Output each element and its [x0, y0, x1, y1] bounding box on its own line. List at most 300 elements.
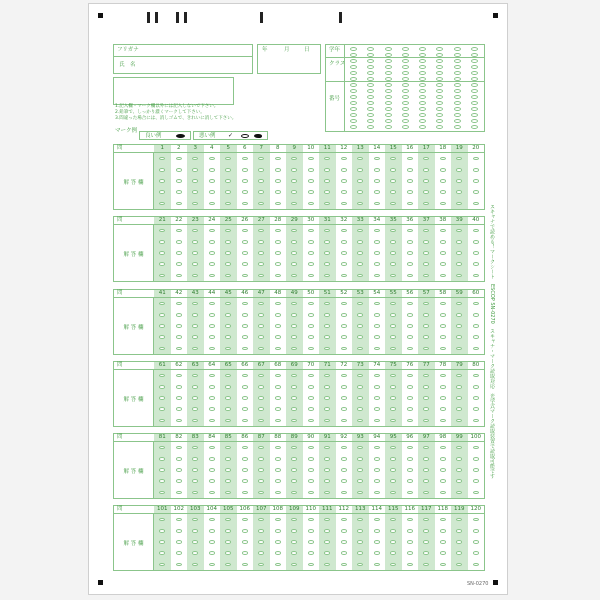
answer-bubble[interactable]	[390, 491, 396, 495]
answer-bubble[interactable]	[324, 374, 330, 378]
id-bubble[interactable]	[350, 125, 357, 129]
id-bubble[interactable]	[402, 65, 409, 69]
answer-bubble[interactable]	[176, 468, 182, 472]
answer-bubble[interactable]	[308, 407, 314, 411]
answer-bubble[interactable]	[308, 302, 314, 306]
answer-bubble[interactable]	[291, 468, 297, 472]
answer-bubble[interactable]	[423, 551, 429, 555]
answer-bubble[interactable]	[242, 491, 248, 495]
answer-bubble[interactable]	[390, 540, 396, 544]
answer-bubble[interactable]	[324, 202, 330, 206]
answer-bubble[interactable]	[357, 374, 363, 378]
answer-bubble[interactable]	[209, 529, 215, 533]
answer-bubble[interactable]	[390, 374, 396, 378]
answer-bubble[interactable]	[192, 446, 198, 450]
answer-bubble[interactable]	[291, 240, 297, 244]
answer-bubble[interactable]	[242, 347, 248, 351]
answer-bubble[interactable]	[242, 419, 248, 423]
id-bubble[interactable]	[454, 125, 461, 129]
answer-bubble[interactable]	[209, 347, 215, 351]
answer-bubble[interactable]	[390, 479, 396, 483]
answer-bubble[interactable]	[423, 274, 429, 278]
id-bubble[interactable]	[367, 65, 374, 69]
answer-bubble[interactable]	[176, 347, 182, 351]
answer-bubble[interactable]	[357, 563, 363, 567]
id-bubble[interactable]	[419, 95, 426, 99]
answer-bubble[interactable]	[390, 179, 396, 183]
answer-bubble[interactable]	[324, 313, 330, 317]
answer-bubble[interactable]	[357, 551, 363, 555]
answer-bubble[interactable]	[291, 179, 297, 183]
answer-bubble[interactable]	[407, 202, 413, 206]
answer-bubble[interactable]	[159, 551, 165, 555]
answer-bubble[interactable]	[242, 457, 248, 461]
answer-bubble[interactable]	[291, 202, 297, 206]
answer-bubble[interactable]	[209, 396, 215, 400]
answer-bubble[interactable]	[291, 540, 297, 544]
answer-bubble[interactable]	[407, 190, 413, 194]
answer-bubble[interactable]	[242, 385, 248, 389]
answer-bubble[interactable]	[440, 419, 446, 423]
answer-bubble[interactable]	[275, 168, 281, 172]
answer-bubble[interactable]	[258, 419, 264, 423]
answer-bubble[interactable]	[473, 168, 479, 172]
answer-bubble[interactable]	[275, 229, 281, 233]
answer-bubble[interactable]	[258, 229, 264, 233]
answer-bubble[interactable]	[192, 274, 198, 278]
answer-bubble[interactable]	[456, 457, 462, 461]
answer-bubble[interactable]	[176, 551, 182, 555]
id-bubble[interactable]	[471, 89, 478, 93]
answer-bubble[interactable]	[390, 551, 396, 555]
answer-bubble[interactable]	[357, 407, 363, 411]
answer-bubble[interactable]	[440, 274, 446, 278]
answer-bubble[interactable]	[209, 491, 215, 495]
answer-bubble[interactable]	[341, 347, 347, 351]
answer-bubble[interactable]	[456, 540, 462, 544]
answer-bubble[interactable]	[324, 251, 330, 255]
answer-bubble[interactable]	[473, 262, 479, 266]
id-bubble[interactable]	[454, 119, 461, 123]
answer-bubble[interactable]	[242, 251, 248, 255]
answer-bubble[interactable]	[225, 529, 231, 533]
answer-bubble[interactable]	[423, 190, 429, 194]
answer-bubble[interactable]	[407, 324, 413, 328]
id-bubble[interactable]	[436, 71, 443, 75]
id-bubble[interactable]	[471, 113, 478, 117]
id-bubble[interactable]	[436, 119, 443, 123]
answer-bubble[interactable]	[275, 491, 281, 495]
answer-bubble[interactable]	[258, 240, 264, 244]
answer-bubble[interactable]	[423, 240, 429, 244]
answer-bubble[interactable]	[374, 179, 380, 183]
answer-bubble[interactable]	[225, 240, 231, 244]
answer-bubble[interactable]	[258, 302, 264, 306]
id-bubble[interactable]	[436, 77, 443, 81]
answer-bubble[interactable]	[159, 518, 165, 522]
answer-bubble[interactable]	[308, 540, 314, 544]
answer-bubble[interactable]	[176, 335, 182, 339]
answer-bubble[interactable]	[275, 374, 281, 378]
answer-bubble[interactable]	[341, 419, 347, 423]
answer-bubble[interactable]	[456, 468, 462, 472]
answer-bubble[interactable]	[456, 179, 462, 183]
answer-bubble[interactable]	[209, 251, 215, 255]
answer-bubble[interactable]	[390, 190, 396, 194]
answer-bubble[interactable]	[209, 190, 215, 194]
answer-bubble[interactable]	[225, 551, 231, 555]
answer-bubble[interactable]	[275, 529, 281, 533]
answer-bubble[interactable]	[308, 335, 314, 339]
answer-bubble[interactable]	[440, 168, 446, 172]
answer-bubble[interactable]	[440, 385, 446, 389]
answer-bubble[interactable]	[440, 529, 446, 533]
id-bubble[interactable]	[385, 107, 392, 111]
answer-bubble[interactable]	[258, 468, 264, 472]
answer-bubble[interactable]	[225, 335, 231, 339]
id-bubble[interactable]	[367, 113, 374, 117]
answer-bubble[interactable]	[390, 518, 396, 522]
answer-bubble[interactable]	[390, 529, 396, 533]
answer-bubble[interactable]	[308, 157, 314, 161]
id-bubble[interactable]	[350, 95, 357, 99]
answer-bubble[interactable]	[176, 274, 182, 278]
answer-bubble[interactable]	[374, 240, 380, 244]
answer-bubble[interactable]	[374, 190, 380, 194]
answer-bubble[interactable]	[423, 335, 429, 339]
answer-bubble[interactable]	[324, 396, 330, 400]
answer-bubble[interactable]	[225, 229, 231, 233]
answer-bubble[interactable]	[390, 446, 396, 450]
id-bubble[interactable]	[402, 101, 409, 105]
answer-bubble[interactable]	[258, 168, 264, 172]
answer-bubble[interactable]	[440, 551, 446, 555]
answer-bubble[interactable]	[192, 168, 198, 172]
answer-bubble[interactable]	[374, 202, 380, 206]
id-bubble[interactable]	[350, 89, 357, 93]
answer-bubble[interactable]	[159, 479, 165, 483]
answer-bubble[interactable]	[423, 157, 429, 161]
answer-bubble[interactable]	[242, 157, 248, 161]
answer-bubble[interactable]	[291, 419, 297, 423]
answer-bubble[interactable]	[308, 179, 314, 183]
answer-bubble[interactable]	[390, 385, 396, 389]
answer-bubble[interactable]	[407, 457, 413, 461]
answer-bubble[interactable]	[275, 157, 281, 161]
answer-bubble[interactable]	[275, 251, 281, 255]
answer-bubble[interactable]	[423, 302, 429, 306]
answer-bubble[interactable]	[258, 335, 264, 339]
answer-bubble[interactable]	[291, 551, 297, 555]
id-bubble[interactable]	[436, 125, 443, 129]
id-bubble[interactable]	[454, 59, 461, 63]
answer-bubble[interactable]	[407, 419, 413, 423]
answer-bubble[interactable]	[324, 419, 330, 423]
answer-bubble[interactable]	[423, 262, 429, 266]
answer-bubble[interactable]	[291, 479, 297, 483]
answer-bubble[interactable]	[341, 202, 347, 206]
answer-bubble[interactable]	[192, 157, 198, 161]
answer-bubble[interactable]	[390, 168, 396, 172]
answer-bubble[interactable]	[390, 240, 396, 244]
answer-bubble[interactable]	[357, 251, 363, 255]
id-bubble[interactable]	[385, 83, 392, 87]
answer-bubble[interactable]	[291, 302, 297, 306]
answer-bubble[interactable]	[407, 563, 413, 567]
answer-bubble[interactable]	[374, 168, 380, 172]
answer-bubble[interactable]	[423, 419, 429, 423]
answer-bubble[interactable]	[176, 479, 182, 483]
answer-bubble[interactable]	[242, 313, 248, 317]
answer-bubble[interactable]	[324, 335, 330, 339]
answer-bubble[interactable]	[440, 324, 446, 328]
answer-bubble[interactable]	[242, 374, 248, 378]
id-bubble[interactable]	[419, 47, 426, 51]
id-bubble[interactable]	[385, 95, 392, 99]
answer-bubble[interactable]	[159, 202, 165, 206]
answer-bubble[interactable]	[374, 457, 380, 461]
answer-bubble[interactable]	[275, 179, 281, 183]
answer-bubble[interactable]	[308, 468, 314, 472]
answer-bubble[interactable]	[159, 157, 165, 161]
answer-bubble[interactable]	[209, 202, 215, 206]
answer-bubble[interactable]	[258, 407, 264, 411]
answer-bubble[interactable]	[308, 251, 314, 255]
answer-bubble[interactable]	[374, 302, 380, 306]
answer-bubble[interactable]	[473, 419, 479, 423]
id-bubble[interactable]	[402, 71, 409, 75]
answer-bubble[interactable]	[456, 491, 462, 495]
answer-bubble[interactable]	[390, 347, 396, 351]
answer-bubble[interactable]	[192, 396, 198, 400]
answer-bubble[interactable]	[423, 385, 429, 389]
answer-bubble[interactable]	[374, 491, 380, 495]
id-bubble[interactable]	[419, 59, 426, 63]
answer-bubble[interactable]	[225, 190, 231, 194]
answer-bubble[interactable]	[440, 446, 446, 450]
answer-bubble[interactable]	[473, 335, 479, 339]
id-bubble[interactable]	[385, 101, 392, 105]
answer-bubble[interactable]	[291, 491, 297, 495]
answer-bubble[interactable]	[176, 262, 182, 266]
answer-bubble[interactable]	[242, 551, 248, 555]
answer-bubble[interactable]	[456, 262, 462, 266]
answer-bubble[interactable]	[374, 407, 380, 411]
answer-bubble[interactable]	[390, 313, 396, 317]
answer-bubble[interactable]	[390, 407, 396, 411]
answer-bubble[interactable]	[275, 407, 281, 411]
answer-bubble[interactable]	[390, 202, 396, 206]
answer-bubble[interactable]	[192, 385, 198, 389]
answer-bubble[interactable]	[324, 457, 330, 461]
id-bubble[interactable]	[402, 47, 409, 51]
answer-bubble[interactable]	[440, 240, 446, 244]
id-bubble[interactable]	[436, 113, 443, 117]
answer-bubble[interactable]	[390, 324, 396, 328]
answer-bubble[interactable]	[390, 457, 396, 461]
answer-bubble[interactable]	[473, 540, 479, 544]
answer-bubble[interactable]	[209, 385, 215, 389]
answer-bubble[interactable]	[440, 251, 446, 255]
answer-bubble[interactable]	[209, 551, 215, 555]
answer-bubble[interactable]	[176, 518, 182, 522]
answer-bubble[interactable]	[357, 491, 363, 495]
answer-bubble[interactable]	[341, 491, 347, 495]
id-bubble[interactable]	[350, 53, 357, 57]
answer-bubble[interactable]	[423, 251, 429, 255]
answer-bubble[interactable]	[308, 229, 314, 233]
answer-bubble[interactable]	[308, 479, 314, 483]
answer-bubble[interactable]	[291, 313, 297, 317]
answer-bubble[interactable]	[225, 385, 231, 389]
answer-bubble[interactable]	[341, 563, 347, 567]
answer-bubble[interactable]	[159, 168, 165, 172]
answer-bubble[interactable]	[456, 251, 462, 255]
answer-bubble[interactable]	[456, 396, 462, 400]
answer-bubble[interactable]	[440, 302, 446, 306]
answer-bubble[interactable]	[275, 518, 281, 522]
answer-bubble[interactable]	[176, 179, 182, 183]
id-bubble[interactable]	[454, 77, 461, 81]
answer-bubble[interactable]	[374, 396, 380, 400]
id-bubble[interactable]	[436, 107, 443, 111]
answer-bubble[interactable]	[209, 335, 215, 339]
answer-bubble[interactable]	[324, 551, 330, 555]
answer-bubble[interactable]	[308, 385, 314, 389]
answer-bubble[interactable]	[407, 302, 413, 306]
id-bubble[interactable]	[419, 65, 426, 69]
answer-bubble[interactable]	[374, 468, 380, 472]
answer-bubble[interactable]	[407, 407, 413, 411]
answer-bubble[interactable]	[374, 479, 380, 483]
answer-bubble[interactable]	[341, 313, 347, 317]
answer-bubble[interactable]	[407, 179, 413, 183]
answer-bubble[interactable]	[473, 190, 479, 194]
answer-bubble[interactable]	[423, 529, 429, 533]
answer-bubble[interactable]	[159, 385, 165, 389]
id-bubble[interactable]	[350, 101, 357, 105]
answer-bubble[interactable]	[456, 229, 462, 233]
answer-bubble[interactable]	[242, 274, 248, 278]
answer-bubble[interactable]	[407, 385, 413, 389]
answer-bubble[interactable]	[159, 324, 165, 328]
answer-bubble[interactable]	[374, 551, 380, 555]
answer-bubble[interactable]	[390, 563, 396, 567]
id-bubble[interactable]	[471, 59, 478, 63]
id-bubble[interactable]	[419, 53, 426, 57]
answer-bubble[interactable]	[242, 335, 248, 339]
id-bubble[interactable]	[402, 59, 409, 63]
answer-bubble[interactable]	[192, 479, 198, 483]
answer-bubble[interactable]	[308, 396, 314, 400]
answer-bubble[interactable]	[159, 468, 165, 472]
answer-bubble[interactable]	[291, 324, 297, 328]
answer-bubble[interactable]	[308, 324, 314, 328]
id-bubble[interactable]	[350, 77, 357, 81]
answer-bubble[interactable]	[407, 262, 413, 266]
answer-bubble[interactable]	[308, 457, 314, 461]
answer-bubble[interactable]	[192, 529, 198, 533]
answer-bubble[interactable]	[225, 179, 231, 183]
answer-bubble[interactable]	[275, 385, 281, 389]
answer-bubble[interactable]	[341, 407, 347, 411]
answer-bubble[interactable]	[159, 179, 165, 183]
answer-bubble[interactable]	[473, 518, 479, 522]
answer-bubble[interactable]	[440, 347, 446, 351]
answer-bubble[interactable]	[225, 324, 231, 328]
answer-bubble[interactable]	[374, 563, 380, 567]
answer-bubble[interactable]	[473, 347, 479, 351]
answer-bubble[interactable]	[242, 229, 248, 233]
answer-bubble[interactable]	[192, 302, 198, 306]
answer-bubble[interactable]	[407, 313, 413, 317]
id-bubble[interactable]	[385, 125, 392, 129]
answer-bubble[interactable]	[440, 202, 446, 206]
id-bubble[interactable]	[471, 83, 478, 87]
date-field[interactable]	[257, 44, 321, 74]
answer-bubble[interactable]	[159, 457, 165, 461]
answer-bubble[interactable]	[176, 157, 182, 161]
answer-bubble[interactable]	[225, 302, 231, 306]
answer-bubble[interactable]	[407, 251, 413, 255]
answer-bubble[interactable]	[423, 347, 429, 351]
answer-bubble[interactable]	[473, 396, 479, 400]
answer-bubble[interactable]	[242, 446, 248, 450]
answer-bubble[interactable]	[390, 157, 396, 161]
id-bubble[interactable]	[454, 95, 461, 99]
id-bubble[interactable]	[385, 53, 392, 57]
answer-bubble[interactable]	[374, 324, 380, 328]
answer-bubble[interactable]	[423, 229, 429, 233]
answer-bubble[interactable]	[308, 563, 314, 567]
answer-bubble[interactable]	[176, 491, 182, 495]
answer-bubble[interactable]	[275, 563, 281, 567]
answer-bubble[interactable]	[225, 419, 231, 423]
answer-bubble[interactable]	[341, 396, 347, 400]
answer-bubble[interactable]	[407, 446, 413, 450]
answer-bubble[interactable]	[357, 262, 363, 266]
answer-bubble[interactable]	[176, 374, 182, 378]
answer-bubble[interactable]	[225, 407, 231, 411]
answer-bubble[interactable]	[324, 518, 330, 522]
answer-bubble[interactable]	[258, 540, 264, 544]
id-bubble[interactable]	[436, 83, 443, 87]
answer-bubble[interactable]	[473, 446, 479, 450]
answer-bubble[interactable]	[176, 190, 182, 194]
id-bubble[interactable]	[419, 119, 426, 123]
id-bubble[interactable]	[402, 113, 409, 117]
answer-bubble[interactable]	[258, 179, 264, 183]
id-bubble[interactable]	[367, 125, 374, 129]
answer-bubble[interactable]	[440, 518, 446, 522]
answer-bubble[interactable]	[192, 262, 198, 266]
answer-bubble[interactable]	[374, 347, 380, 351]
answer-bubble[interactable]	[242, 540, 248, 544]
answer-bubble[interactable]	[357, 229, 363, 233]
answer-bubble[interactable]	[341, 468, 347, 472]
answer-bubble[interactable]	[275, 396, 281, 400]
answer-bubble[interactable]	[456, 563, 462, 567]
id-bubble[interactable]	[419, 101, 426, 105]
answer-bubble[interactable]	[291, 190, 297, 194]
answer-bubble[interactable]	[192, 347, 198, 351]
answer-bubble[interactable]	[275, 551, 281, 555]
answer-bubble[interactable]	[176, 302, 182, 306]
id-bubble[interactable]	[436, 47, 443, 51]
id-bubble[interactable]	[402, 83, 409, 87]
answer-bubble[interactable]	[258, 347, 264, 351]
answer-bubble[interactable]	[209, 419, 215, 423]
